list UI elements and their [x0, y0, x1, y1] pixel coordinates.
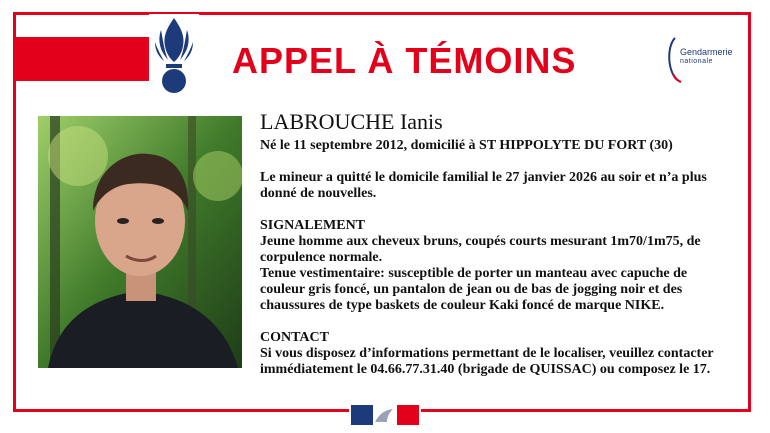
contact-heading: CONTACT	[260, 330, 329, 345]
signalement-heading: SIGNALEMENT	[260, 218, 366, 233]
gendarmerie-flame-grenade-icon	[149, 14, 199, 98]
signalement-description: Jeune homme aux cheveux bruns, coupés courts mesurant 1m70/1m75, de corpulence normale.	[260, 234, 701, 265]
birth-residence-line: Né le 11 septembre 2012, domicilié à ST HIPPOLYTE DU FORT (30)	[260, 138, 673, 153]
missing-person-photo	[38, 116, 242, 368]
logo-line-1: Gendarmerie	[680, 47, 733, 57]
logo-line-2: nationale	[680, 58, 713, 65]
page-title: APPEL À TÉMOINS	[232, 40, 577, 81]
notice-content	[260, 110, 730, 378]
marianne-republique-francaise-logo	[349, 402, 421, 428]
header-red-banner	[16, 37, 166, 81]
person-name: LABROUCHE Ianis	[260, 109, 443, 134]
contact-text: Si vous disposez d’informations permettant de le localiser, veuillez contacter immédiatement le 04.66.77.31.40 (brigade de QUISSAC) ou composez le 17.	[260, 346, 714, 377]
gendarmerie-logo-text	[680, 48, 733, 66]
signalement-clothes: Tenue vestimentaire: susceptible de porter un manteau avec capuche de couleur gris foncé, un pantalon de jean ou de bas de jogging noir et des chaussures de type baskets de couleur Kaki foncé de marque NIKE.	[260, 266, 688, 313]
disappearance-text: Le mineur a quitté le domicile familial le 27 janvier 2026 au soir et n’a plus donné de nouvelles.	[260, 170, 707, 201]
